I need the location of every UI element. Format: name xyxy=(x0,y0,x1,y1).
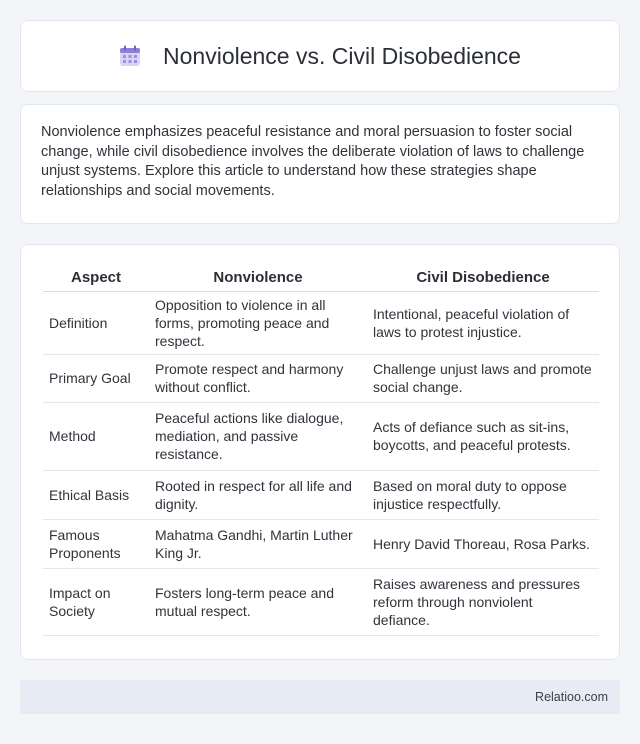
intro-card xyxy=(20,104,620,224)
civil-disobedience-cell: Intentional, peaceful violation of laws to protest injustice. xyxy=(367,291,599,354)
nonviolence-cell: Promote respect and harmony without conflict. xyxy=(149,354,367,402)
row-aspect-cell: Impact on Society xyxy=(43,568,149,635)
nonviolence-cell: Rooted in respect for all life and dignity. xyxy=(149,470,367,519)
row-aspect-cell: Primary Goal xyxy=(43,354,149,402)
comparison-table xyxy=(43,265,599,636)
table-header-row xyxy=(43,265,599,291)
footer xyxy=(20,680,620,714)
table-row xyxy=(43,568,599,635)
civil-disobedience-cell: Acts of defiance such as sit-ins, boycotts, and peaceful protests. xyxy=(367,402,599,470)
row-aspect-cell: Definition xyxy=(43,291,149,354)
nonviolence-cell: Mahatma Gandhi, Martin Luther King Jr. xyxy=(149,519,367,568)
column-header-nonviolence: Nonviolence xyxy=(149,265,367,291)
civil-disobedience-cell: Raises awareness and pressures reform through nonviolent defiance. xyxy=(367,568,599,635)
table-row xyxy=(43,470,599,519)
intro-paragraph: Nonviolence emphasizes peaceful resistance and moral persuasion to foster social change, while civil disobedience involves the deliberate violation of laws to challenge unjust systems. Explore this article to understand how these strategies shape relationships and social movements. xyxy=(41,124,585,199)
comparison-card xyxy=(20,244,620,660)
civil-disobedience-cell: Henry David Thoreau, Rosa Parks. xyxy=(367,519,599,568)
nonviolence-cell: Opposition to violence in all forms, promoting peace and respect. xyxy=(149,291,367,354)
table-row xyxy=(43,402,599,470)
nonviolence-cell: Fosters long-term peace and mutual respect. xyxy=(149,568,367,635)
table-row xyxy=(43,354,599,402)
row-aspect-cell: Ethical Basis xyxy=(43,470,149,519)
title-card xyxy=(20,20,620,92)
column-header-aspect: Aspect xyxy=(43,265,149,291)
table-row xyxy=(43,291,599,354)
table-row xyxy=(43,519,599,568)
column-header-civil-disobedience: Civil Disobedience xyxy=(367,265,599,291)
civil-disobedience-cell: Based on moral duty to oppose injustice respectfully. xyxy=(367,470,599,519)
footer-brand-link[interactable]: Relatioo.com xyxy=(535,690,608,704)
row-aspect-cell: Method xyxy=(43,402,149,470)
row-aspect-cell: Famous Proponents xyxy=(43,519,149,568)
nonviolence-cell: Peaceful actions like dialogue, mediation, and passive resistance. xyxy=(149,402,367,470)
civil-disobedience-cell: Challenge unjust laws and promote social change. xyxy=(367,354,599,402)
calendar-icon xyxy=(119,45,141,67)
page-title: Nonviolence vs. Civil Disobedience xyxy=(163,42,521,69)
